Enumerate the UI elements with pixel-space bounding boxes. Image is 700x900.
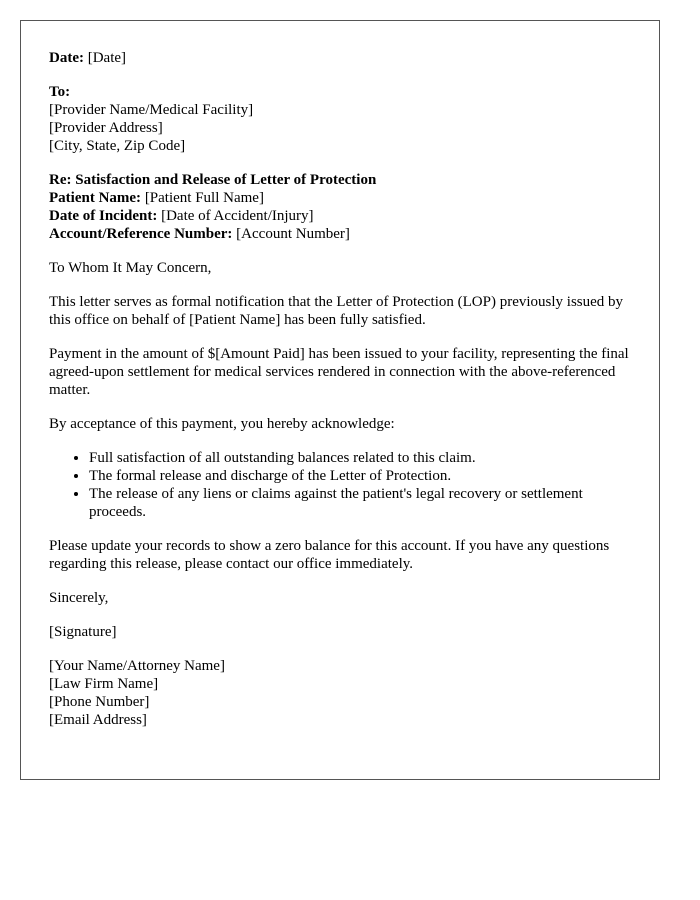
sender-email: [Email Address] bbox=[49, 712, 147, 728]
body-paragraph-closing: Please update your records to show a zero balance for this account. If you have any questions regarding this release, please contact our office immediately. bbox=[49, 538, 610, 572]
body-paragraph-acknowledge-intro: By acceptance of this payment, you hereby acknowledge: bbox=[49, 416, 395, 432]
patient-name-label: Patient Name: bbox=[49, 190, 142, 206]
body-paragraph-notification: This letter serves as formal notification that the Letter of Protection (LOP) previously issued by this office on behalf of [Patient Name] has been fully satisfied. bbox=[49, 294, 624, 328]
letter-page bbox=[20, 20, 660, 780]
account-number-label: Account/Reference Number: bbox=[49, 226, 233, 242]
date-value: [Date] bbox=[83, 50, 127, 66]
list-item: • The release of any liens or claims against the patient's legal recovery or settlement proceeds. bbox=[89, 485, 631, 521]
to-label: To: bbox=[49, 84, 71, 100]
recipient-city-state-zip: [City, State, Zip Code] bbox=[49, 138, 186, 154]
recipient-block bbox=[49, 83, 631, 155]
signature-placeholder: [Signature] bbox=[49, 624, 117, 640]
subject-line: Re: Satisfaction and Release of Letter of Protection bbox=[49, 172, 377, 188]
sender-name: [Your Name/Attorney Name] bbox=[49, 658, 225, 674]
date-label: Date: bbox=[49, 50, 84, 66]
recipient-name: [Provider Name/Medical Facility] bbox=[49, 102, 254, 118]
list-item: • Full satisfaction of all outstanding balances related to this claim. bbox=[89, 449, 631, 467]
sender-block bbox=[49, 657, 631, 729]
patient-name-value: [Patient Full Name] bbox=[141, 190, 264, 206]
closing-salutation: Sincerely, bbox=[49, 590, 109, 606]
incident-date-label: Date of Incident: bbox=[49, 208, 158, 224]
reference-block bbox=[49, 171, 631, 243]
sender-firm: [Law Firm Name] bbox=[49, 676, 159, 692]
sender-phone: [Phone Number] bbox=[49, 694, 150, 710]
list-item: • The formal release and discharge of the Letter of Protection. bbox=[89, 467, 631, 485]
date-line bbox=[49, 49, 631, 67]
acknowledgement-list bbox=[49, 449, 631, 521]
incident-date-value: [Date of Accident/Injury] bbox=[157, 208, 314, 224]
recipient-address: [Provider Address] bbox=[49, 120, 163, 136]
account-number-value: [Account Number] bbox=[232, 226, 350, 242]
salutation: To Whom It May Concern, bbox=[49, 260, 212, 276]
body-paragraph-payment: Payment in the amount of $[Amount Paid] has been issued to your facility, representing the final agreed-upon settlement for medical services rendered in connection with the above-referenced matter. bbox=[49, 346, 629, 398]
